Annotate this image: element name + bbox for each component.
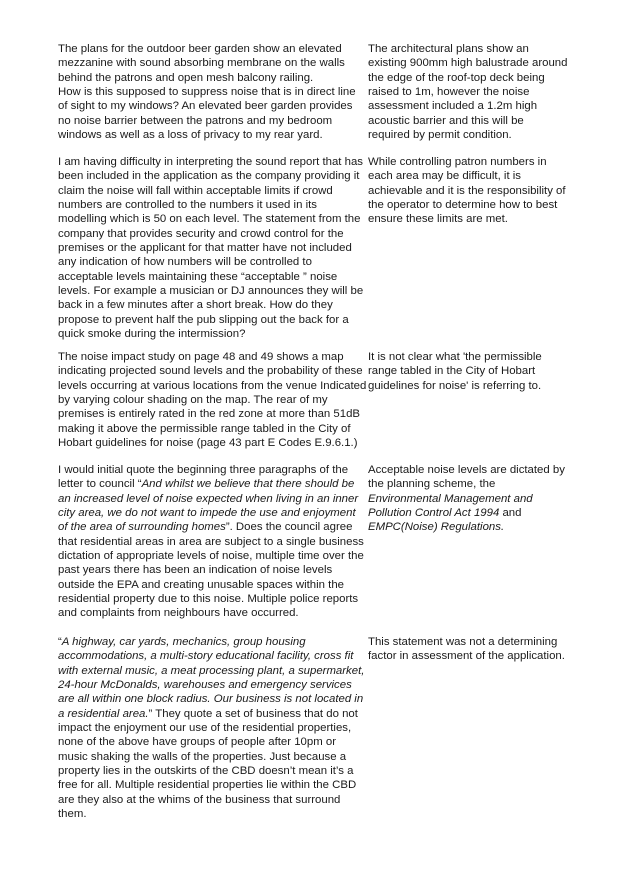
response-conjunction: and — [499, 507, 522, 520]
comment-text-continued: ”. Does the council agree that residential areas in area are subject to a single business dictation of appropriate levels of noise, multiple time over the past years there has been an indication of noise levels outside the EPA and creating unusable spaces within the residential property due to this noise. Multiple police reports and complaints from neighbours have occurred. — [58, 521, 364, 620]
regulations-title: EMPC(Noise) Regulations. — [368, 521, 505, 534]
response-text: It is not clear what 'the permissible range tabled in the City of Hobart guidelines for noise' is referring to. — [368, 351, 542, 392]
comment-text-intro: I would initial quote the beginning three paragraphs of the letter to council “ — [58, 464, 349, 491]
comment-text-continued: ” They quote a set of business that do not impact the enjoyment our use of the residential properties, none of the above have groups of people after 10pm or music shaking the walls of the properties. Just because a property lies in the outskirts of the CBD doesn’t mean it’s a free for all. Multiple residential properties lie within the CBD are they also at the whims of the business that surround them. — [58, 707, 358, 821]
quoted-letter-text: And whilst we believe that there should be an increased level of noise expected when living in an inner city area, we do not want to impede the use and enjoyment of the area of surrounding homes — [58, 478, 359, 534]
comment-text-intro: “ — [58, 636, 62, 648]
comment-text: I am having difficulty in interpreting the sound report that has been included in the application as the company providing it claim the noise will fall within acceptable limits if crowd numbers are controlled to the numbers it used in its modelling which is 50 on each level. The statement from the company that provides security and crowd control for the premises or the applicant for that matter have not included any indication of how numbers will be controlled to acceptable levels maintaining these “acceptable ” noise levels. For example a musician or DJ announces they will be back in a few minutes after a short break. How do they propose to prevent half the pub slipping out the back for a quick smoke during the intermission? — [58, 156, 364, 341]
response-text: The architectural plans show an existing 900mm high balustrade around the edge of the roof-top deck being raised to 1m, however the noise assessment included a 1.2m high acoustic barrier and this will be required by permit condition. — [368, 43, 568, 142]
response-text: While controlling patron numbers in each area may be difficult, it is achievable and it is the responsibility of the operator to determine how to best ensure these limits are met. — [368, 156, 566, 226]
response-text: This statement was not a determining factor in assessment of the application. — [368, 636, 565, 663]
comment-text: The plans for the outdoor beer garden show an elevated mezzanine with sound absorbing membrane on the walls behind the patrons and open mesh balcony railing. How is this supposed to suppress noise that is in direct line of sight to my windows? An elevated beer garden provides no noise barrier between the patrons and my bedroom windows as well as a loss of privacy to my rear yard. — [58, 43, 356, 142]
act-title: Environmental Management and Pollution Control Act 1994 — [368, 492, 533, 520]
response-text — [368, 463, 568, 535]
comment-text — [58, 463, 368, 621]
comment-text: The noise impact study on page 48 and 49 shows a map indicating projected sound levels and the probability of these levels occurring at various locations from the venue Indicated by varying colour shading on the map. The rear of my premises is entirely rated in the red zone at more than 51dB making it above the permissible range tabled in the City of Hobart guidelines for noise (page 43 part E Codes E.9.6.1.) — [58, 351, 367, 450]
comment-text — [58, 635, 368, 821]
response-text-intro: Acceptable noise levels are dictated by the planning scheme, the — [368, 464, 565, 491]
quoted-letter-text: A highway, car yards, mechanics, group housing accommodations, a multi-story educational facility, cross fit with external music, a meat processing plant, a supermarket, 24-hour McDonalds, warehouses and emergency services are all within one block radius. Our business is not located in a residential area. — [58, 636, 365, 720]
